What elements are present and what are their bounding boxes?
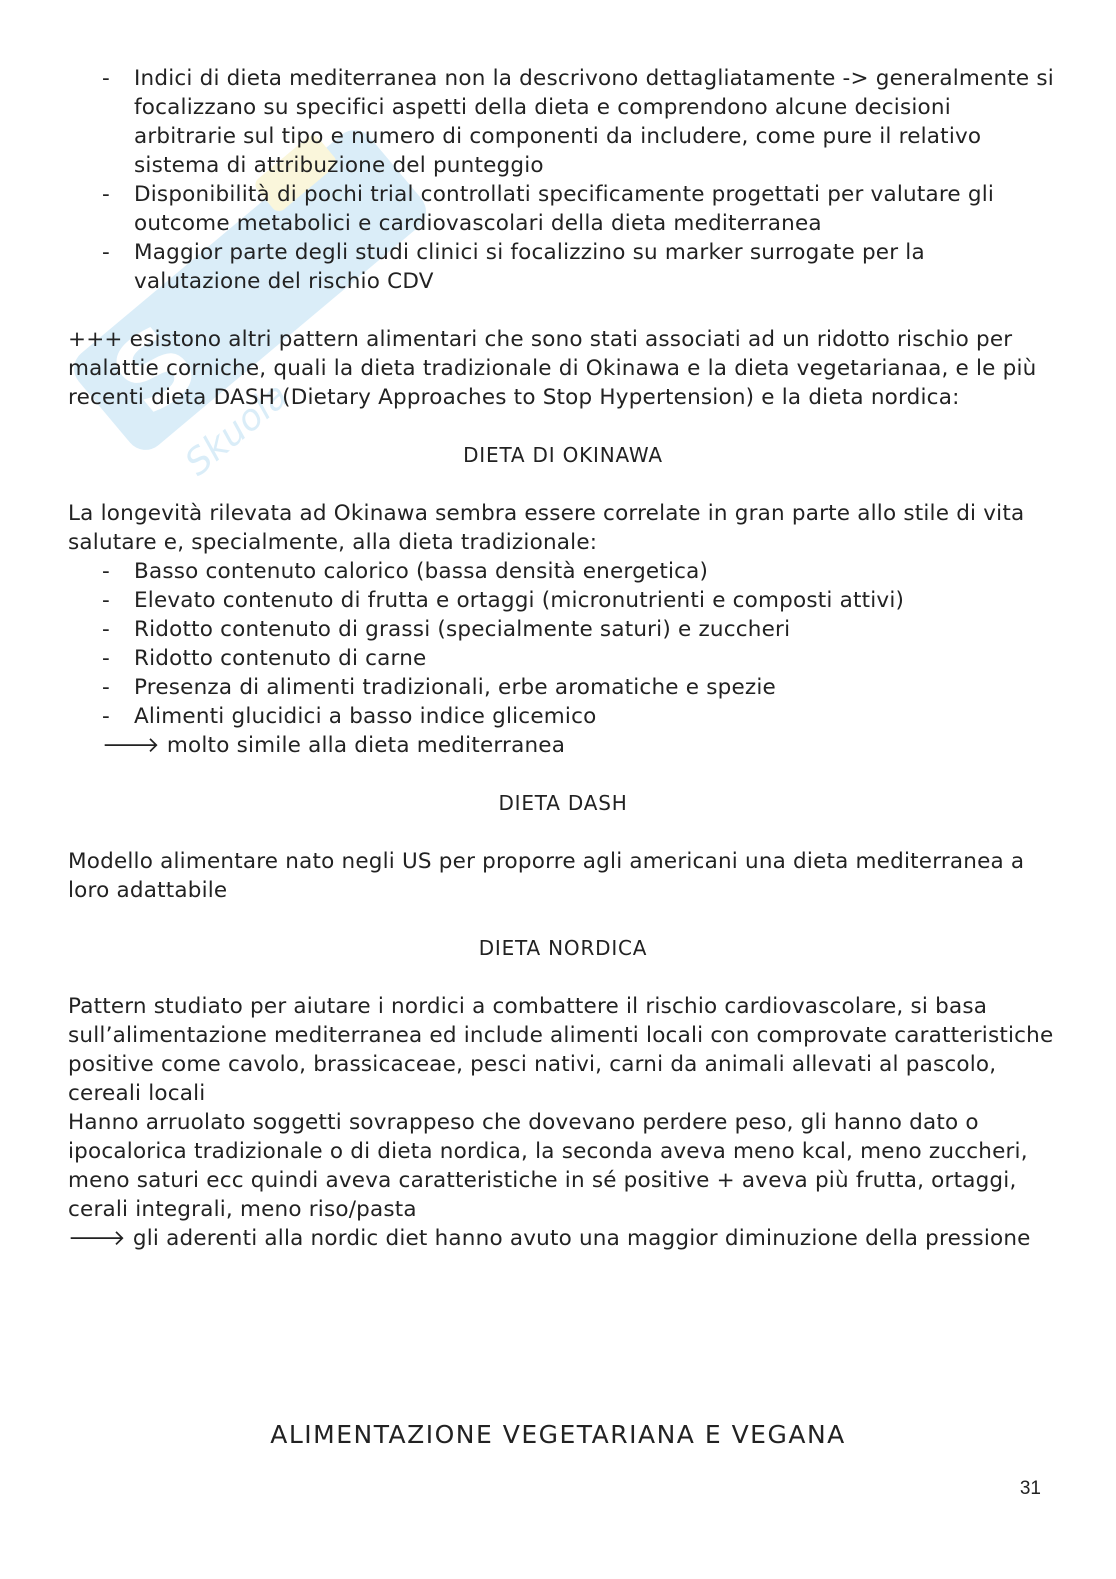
document-content [68,64,1058,1253]
other-patterns-paragraph: +++ esistono altri pattern alimentari che sono stati associati ad un ridotto rischio per malattie corniche, quali la dieta tradizionale di Okinawa e la dieta vegetarianaa, e le più recenti dieta DASH (Dietary Approaches to Stop Hypertension) e la dieta nordica: [68,327,1037,410]
intro-bullet: - Disponibilità di pochi trial controllati specificamente progettati per valutare gli outcome metabolici e cardiovascolari della dieta mediterranea [68,180,1058,238]
okinawa-bullet: - Elevato contenuto di frutta e ortaggi (micronutrienti e composti attivi) [68,586,1058,615]
okinawa-paragraph: La longevità rilevata ad Okinawa sembra essere correlate in gran parte allo stile di vita salutare e, specialmente, alla dieta tradizionale: [68,501,1025,555]
nordica-paragraph: Pattern studiato per aiutare i nordici a combattere il rischio cardiovascolare, si basa sull’alimentazione mediterranea ed include alimenti locali con comprovate caratteristiche positive come cavolo, brassicaceae, pesci nativi, carni da animali allevati al pascolo, cereali locali [68,994,1054,1106]
svg-text:Skuola: Skuola [177,375,297,485]
okinawa-bullet: - Ridotto contenuto di carne [68,644,1058,673]
okinawa-bullet: - Basso contenuto calorico (bassa densità energetica) [68,557,1058,586]
nordica-conclusion: 🡒 gli aderenti alla nordic diet hanno avuto una maggior diminuzione della pressione [68,1226,1031,1251]
dash-heading: DIETA DASH [498,791,628,815]
intro-bullet: - Maggior parte degli studi clinici si focalizzino su marker surrogate per la valutazione del rischio CDV [68,238,1058,296]
intro-bullet-list [68,64,1058,296]
okinawa-heading: DIETA DI OKINAWA [463,443,663,467]
svg-text:S: S [90,302,221,439]
okinawa-bullet-list [68,557,1058,731]
page-number: 31 [1019,1478,1041,1499]
okinawa-bullet: - Ridotto contenuto di grassi (specialmente saturi) e zuccheri [68,615,1058,644]
nordica-study-paragraph: Hanno arruolato soggetti sovrappeso che dovevano perdere peso, gli hanno dato o ipocalorica tradizionale o di dieta nordica, la seconda aveva meno kcal, meno zuccheri, meno saturi ecc quindi aveva caratteristiche in sé positive + aveva più frutta, ortaggi, cerali integrali, meno riso/pasta [68,1110,1028,1222]
section-heading: ALIMENTAZIONE VEGETARIANA E VEGANA [270,1420,846,1449]
intro-bullet: - Indici di dieta mediterranea non la descrivono dettagliatamente -> generalmente si focalizzano su specifici aspetti della dieta e comprendono alcune decisioni arbitrarie sul tipo e numero di componenti da includere, come pure il relativo sistema di attribuzione del punteggio [68,64,1058,180]
okinawa-bullet: - Presenza di alimenti tradizionali, erbe aromatiche e spezie [68,673,1058,702]
okinawa-bullet: - Alimenti glucidici a basso indice glicemico [68,702,1058,731]
dash-paragraph: Modello alimentare nato negli US per proporre agli americani una dieta mediterranea a loro adattabile [68,849,1025,903]
nordica-heading: DIETA NORDICA [478,936,648,960]
okinawa-conclusion: 🡒 molto simile alla dieta mediterranea [102,733,566,758]
